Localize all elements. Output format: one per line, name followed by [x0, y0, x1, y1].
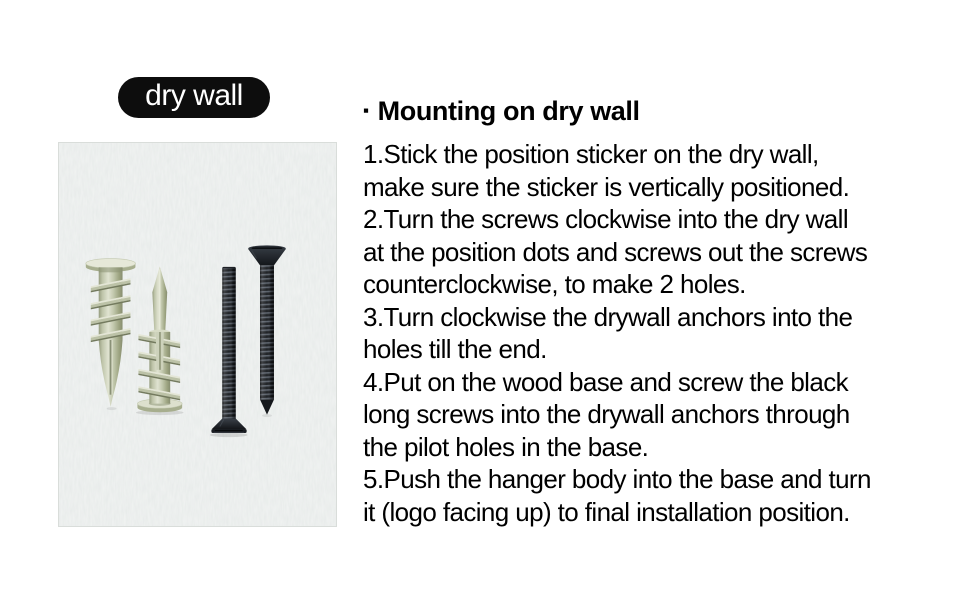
- square-bullet-icon: ▪: [363, 101, 369, 120]
- instruction-line: 2.Turn the screws clockwise into the dry wall: [363, 204, 849, 234]
- instructions-heading: [363, 95, 963, 128]
- instruction-line: at the position dots and screws out the screws: [363, 236, 868, 267]
- instruction-line: counterclockwise, to make 2 holes.: [363, 269, 746, 299]
- instructions-block: [363, 95, 963, 528]
- instruction-line: long screws into the drywall anchors through: [363, 399, 850, 429]
- drywall-badge-label: dry wall: [145, 79, 243, 112]
- product-photo: [59, 143, 336, 526]
- instruction-line: 5.Push the hanger body into the base and turn: [363, 464, 871, 494]
- instruction-line: the pilot holes in the base.: [363, 431, 649, 462]
- instruction-line: 1.Stick the position sticker on the dry wall,: [363, 139, 819, 169]
- instruction-lines: [363, 138, 963, 528]
- instructions-heading-text: Mounting on dry wall: [377, 96, 640, 126]
- instruction-line: holes till the end.: [363, 334, 547, 364]
- instruction-line: it (logo facing up) to final installation position.: [363, 496, 850, 527]
- product-photo-frame: [58, 142, 337, 527]
- instruction-line: 4.Put on the wood base and screw the black: [363, 366, 849, 397]
- drywall-badge: [118, 77, 270, 118]
- instruction-line: make sure the sticker is vertically positioned.: [363, 171, 850, 202]
- instruction-line: 3.Turn clockwise the drywall anchors into the: [363, 301, 853, 332]
